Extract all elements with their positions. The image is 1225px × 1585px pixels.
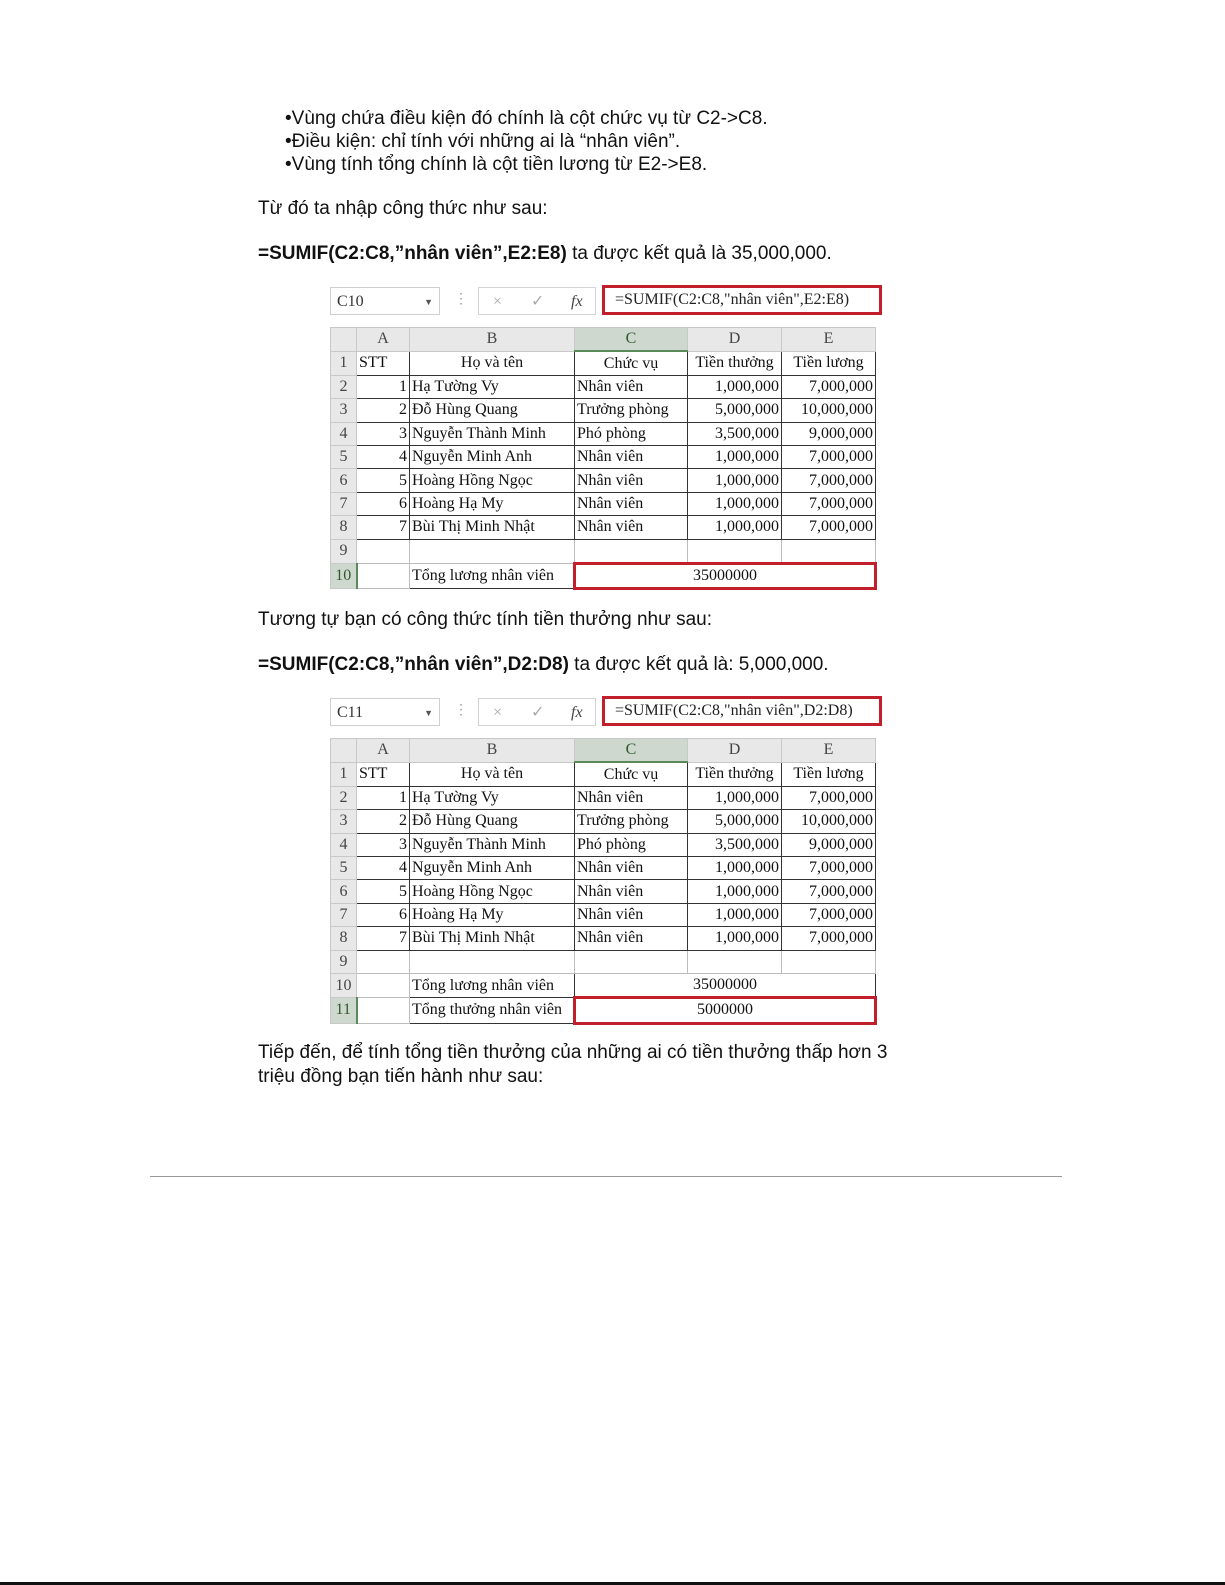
- column-header-row: [331, 328, 876, 352]
- row-header[interactable]: 2: [331, 375, 357, 398]
- cell[interactable]: [410, 950, 575, 973]
- table-row: [331, 786, 876, 809]
- cell[interactable]: Đỗ Hùng Quang: [410, 399, 575, 422]
- total-salary-value[interactable]: 35000000: [575, 973, 876, 997]
- total-salary-label[interactable]: Tổng lương nhân viên: [410, 563, 575, 588]
- row-header[interactable]: 9: [331, 539, 357, 563]
- table-row: [331, 375, 876, 398]
- column-header[interactable]: C: [575, 328, 688, 352]
- cancel-icon[interactable]: ×: [493, 704, 503, 721]
- cell[interactable]: Tiền lương: [782, 351, 876, 375]
- row-header[interactable]: 3: [331, 810, 357, 833]
- name-box[interactable]: [330, 698, 440, 726]
- column-header[interactable]: A: [357, 739, 410, 763]
- bullet-condition: •Điều kiện: chỉ tính với những ai là “nhân viên”.: [285, 131, 681, 152]
- formula-bar: [330, 698, 880, 730]
- cell[interactable]: Bùi Thị Minh Nhật: [410, 516, 575, 539]
- table-row: [331, 973, 876, 997]
- row-header[interactable]: 1: [331, 762, 357, 786]
- mid-text: Tương tự bạn có công thức tính tiền thưởng như sau:: [258, 609, 712, 630]
- chevron-down-icon[interactable]: ▼: [424, 297, 433, 307]
- cell[interactable]: 1,000,000: [688, 927, 782, 950]
- cell[interactable]: [782, 539, 876, 563]
- cell[interactable]: 7,000,000: [782, 927, 876, 950]
- cell[interactable]: 1,000,000: [688, 856, 782, 879]
- table-row: [331, 950, 876, 973]
- cell[interactable]: 7,000,000: [782, 375, 876, 398]
- cell[interactable]: 1,000,000: [688, 903, 782, 926]
- cell[interactable]: Họ và tên: [410, 351, 575, 375]
- check-icon[interactable]: ✓: [531, 704, 545, 721]
- function-icon[interactable]: fx: [571, 704, 583, 721]
- intro-text: Từ đó ta nhập công thức như sau:: [258, 198, 548, 219]
- table-row: [331, 810, 876, 833]
- cell[interactable]: 1,000,000: [688, 786, 782, 809]
- cell[interactable]: Tiền thưởng: [688, 762, 782, 786]
- cell[interactable]: 5: [357, 469, 410, 492]
- cell[interactable]: 3: [357, 833, 410, 856]
- function-icon[interactable]: fx: [571, 293, 583, 310]
- table-row: [331, 516, 876, 539]
- cell[interactable]: Trưởng phòng: [575, 810, 688, 833]
- drag-handle-icon: ⋮: [454, 292, 468, 307]
- table-row: [331, 563, 876, 588]
- formula-bar: [330, 287, 880, 319]
- cell[interactable]: Tiền thưởng: [688, 351, 782, 375]
- table-row: [331, 833, 876, 856]
- cell[interactable]: Bùi Thị Minh Nhật: [410, 927, 575, 950]
- total-salary-label[interactable]: Tổng lương nhân viên: [410, 973, 575, 997]
- total-bonus-value[interactable]: 5000000: [575, 998, 876, 1023]
- cell[interactable]: Phó phòng: [575, 833, 688, 856]
- cell[interactable]: Nhân viên: [575, 880, 688, 903]
- bullet-sum-range: •Vùng tính tổng chính là cột tiền lương từ E2->E8.: [285, 154, 708, 175]
- bullet-condition-range: •Vùng chứa điều kiện đó chính là cột chức vụ từ C2->C8.: [285, 108, 768, 129]
- cell[interactable]: Hoàng Hạ My: [410, 903, 575, 926]
- row-header[interactable]: 10: [331, 973, 357, 997]
- cell[interactable]: Đỗ Hùng Quang: [410, 810, 575, 833]
- cell[interactable]: Họ và tên: [410, 762, 575, 786]
- cell[interactable]: Nhân viên: [575, 445, 688, 468]
- row-header[interactable]: 3: [331, 399, 357, 422]
- outro-line-2: triệu đồng bạn tiến hành như sau:: [258, 1066, 544, 1087]
- cell[interactable]: Trưởng phòng: [575, 399, 688, 422]
- cell[interactable]: 1,000,000: [688, 375, 782, 398]
- cell[interactable]: [357, 563, 410, 588]
- column-header[interactable]: A: [357, 328, 410, 352]
- row-header[interactable]: 6: [331, 880, 357, 903]
- cell[interactable]: [357, 973, 410, 997]
- cell[interactable]: STT: [357, 762, 410, 786]
- cell[interactable]: 3,500,000: [688, 422, 782, 445]
- row-header[interactable]: 9: [331, 950, 357, 973]
- column-header[interactable]: E: [782, 739, 876, 763]
- chevron-down-icon[interactable]: ▼: [424, 708, 433, 718]
- table-row: [331, 469, 876, 492]
- cell[interactable]: Nguyễn Thành Minh: [410, 422, 575, 445]
- cell[interactable]: 7,000,000: [782, 856, 876, 879]
- table-row: [331, 422, 876, 445]
- table-row: [331, 762, 876, 786]
- cell[interactable]: Nhân viên: [575, 786, 688, 809]
- cell[interactable]: Hoàng Hạ My: [410, 492, 575, 515]
- table-row: [331, 927, 876, 950]
- cell[interactable]: Nguyễn Minh Anh: [410, 445, 575, 468]
- cell[interactable]: [357, 539, 410, 563]
- cell[interactable]: Nhân viên: [575, 492, 688, 515]
- column-header[interactable]: B: [410, 739, 575, 763]
- total-salary-value[interactable]: 35000000: [575, 563, 876, 588]
- cell[interactable]: Nhân viên: [575, 856, 688, 879]
- cell[interactable]: Nhân viên: [575, 516, 688, 539]
- cell[interactable]: 7,000,000: [782, 786, 876, 809]
- cell[interactable]: Hạ Tường Vy: [410, 786, 575, 809]
- formula-input[interactable]: =SUMIF(C2:C8,"nhân viên",D2:D8): [602, 696, 882, 726]
- cell[interactable]: Hoàng Hồng Ngọc: [410, 469, 575, 492]
- cell[interactable]: 7,000,000: [782, 516, 876, 539]
- cell[interactable]: [357, 998, 410, 1023]
- formula1-result: ta được kết quả là 35,000,000.: [566, 243, 832, 264]
- formula2-result: ta được kết quả là: 5,000,000.: [568, 654, 829, 675]
- row-header[interactable]: 11: [331, 998, 357, 1023]
- cell[interactable]: Chức vụ: [575, 762, 688, 786]
- spreadsheet-grid: [330, 738, 877, 1025]
- check-icon[interactable]: ✓: [531, 293, 545, 310]
- cell[interactable]: 7,000,000: [782, 903, 876, 926]
- cell[interactable]: 1,000,000: [688, 880, 782, 903]
- cell[interactable]: 7: [357, 516, 410, 539]
- row-header[interactable]: 7: [331, 492, 357, 515]
- cell[interactable]: 10,000,000: [782, 399, 876, 422]
- formula-buttons: [478, 698, 596, 726]
- table-row: [331, 903, 876, 926]
- outro-line-1: Tiếp đến, để tính tổng tiền thưởng của những ai có tiền thưởng thấp hơn 3: [258, 1042, 888, 1063]
- cell[interactable]: 7,000,000: [782, 445, 876, 468]
- cell[interactable]: 1,000,000: [688, 445, 782, 468]
- row-header[interactable]: 1: [331, 351, 357, 375]
- cell[interactable]: 1,000,000: [688, 516, 782, 539]
- cell[interactable]: 7,000,000: [782, 469, 876, 492]
- name-box-value: C11: [337, 704, 364, 721]
- cell[interactable]: [575, 950, 688, 973]
- row-header[interactable]: 2: [331, 786, 357, 809]
- select-all-corner[interactable]: [331, 328, 357, 352]
- column-header-row: [331, 739, 876, 763]
- row-header[interactable]: 4: [331, 422, 357, 445]
- table-row: [331, 492, 876, 515]
- formula1-bold: =SUMIF(C2:C8,”nhân viên”,E2:E8): [258, 243, 567, 264]
- table-row: [331, 880, 876, 903]
- cell[interactable]: 1,000,000: [688, 492, 782, 515]
- row-header[interactable]: 10: [331, 563, 357, 588]
- spreadsheet-grid: [330, 327, 877, 590]
- cell[interactable]: 10,000,000: [782, 810, 876, 833]
- row-header[interactable]: 7: [331, 903, 357, 926]
- cell[interactable]: 5,000,000: [688, 399, 782, 422]
- cell[interactable]: 1: [357, 375, 410, 398]
- cell[interactable]: 2: [357, 399, 410, 422]
- cell[interactable]: Hoàng Hồng Ngọc: [410, 880, 575, 903]
- formula1-paragraph: [258, 242, 832, 265]
- cell[interactable]: 4: [357, 445, 410, 468]
- cell[interactable]: 7: [357, 927, 410, 950]
- cell[interactable]: Nguyễn Thành Minh: [410, 833, 575, 856]
- column-header[interactable]: B: [410, 328, 575, 352]
- column-header[interactable]: E: [782, 328, 876, 352]
- formula-buttons: [478, 287, 596, 315]
- cell[interactable]: Nhân viên: [575, 903, 688, 926]
- cell[interactable]: 6: [357, 492, 410, 515]
- cell[interactable]: [782, 950, 876, 973]
- cell[interactable]: 1,000,000: [688, 469, 782, 492]
- table-row: [331, 445, 876, 468]
- cell[interactable]: 7,000,000: [782, 492, 876, 515]
- cell[interactable]: [575, 539, 688, 563]
- name-box[interactable]: [330, 287, 440, 315]
- row-header[interactable]: 8: [331, 927, 357, 950]
- table-row: [331, 998, 876, 1023]
- select-all-corner[interactable]: [331, 739, 357, 763]
- cell[interactable]: [688, 539, 782, 563]
- cell[interactable]: 3: [357, 422, 410, 445]
- table-row: [331, 351, 876, 375]
- cell[interactable]: Chức vụ: [575, 351, 688, 375]
- cell[interactable]: 5,000,000: [688, 810, 782, 833]
- cell[interactable]: 4: [357, 856, 410, 879]
- cell[interactable]: [357, 950, 410, 973]
- table-row: [331, 856, 876, 879]
- table-row: [331, 539, 876, 563]
- cell[interactable]: Nguyễn Minh Anh: [410, 856, 575, 879]
- drag-handle-icon: ⋮: [454, 703, 468, 718]
- cell[interactable]: [688, 950, 782, 973]
- cell[interactable]: 9,000,000: [782, 833, 876, 856]
- page-divider: [150, 1176, 1062, 1177]
- cell[interactable]: Tiền lương: [782, 762, 876, 786]
- cell[interactable]: Nhân viên: [575, 375, 688, 398]
- row-header[interactable]: 5: [331, 856, 357, 879]
- cell[interactable]: Nhân viên: [575, 927, 688, 950]
- row-header[interactable]: 4: [331, 833, 357, 856]
- cell[interactable]: 7,000,000: [782, 880, 876, 903]
- cell[interactable]: Phó phòng: [575, 422, 688, 445]
- excel-screenshot-2: [330, 698, 880, 1025]
- column-header[interactable]: D: [688, 328, 782, 352]
- row-header[interactable]: 8: [331, 516, 357, 539]
- name-box-value: C10: [337, 293, 364, 310]
- cell[interactable]: 1: [357, 786, 410, 809]
- formula2-bold: =SUMIF(C2:C8,”nhân viên”,D2:D8): [258, 654, 569, 675]
- formula2-paragraph: [258, 653, 829, 676]
- excel-screenshot-1: [330, 287, 880, 590]
- column-header[interactable]: C: [575, 739, 688, 763]
- cell[interactable]: STT: [357, 351, 410, 375]
- cell[interactable]: Nhân viên: [575, 469, 688, 492]
- cell[interactable]: 5: [357, 880, 410, 903]
- cell[interactable]: 9,000,000: [782, 422, 876, 445]
- column-header[interactable]: D: [688, 739, 782, 763]
- cell[interactable]: Hạ Tường Vy: [410, 375, 575, 398]
- table-row: [331, 399, 876, 422]
- total-bonus-label[interactable]: Tổng thưởng nhân viên: [410, 998, 575, 1023]
- cell[interactable]: [410, 539, 575, 563]
- formula-input[interactable]: =SUMIF(C2:C8,"nhân viên",E2:E8): [602, 285, 882, 315]
- cell[interactable]: 2: [357, 810, 410, 833]
- cell[interactable]: 3,500,000: [688, 833, 782, 856]
- cancel-icon[interactable]: ×: [493, 293, 503, 310]
- cell[interactable]: 6: [357, 903, 410, 926]
- row-header[interactable]: 5: [331, 445, 357, 468]
- row-header[interactable]: 6: [331, 469, 357, 492]
